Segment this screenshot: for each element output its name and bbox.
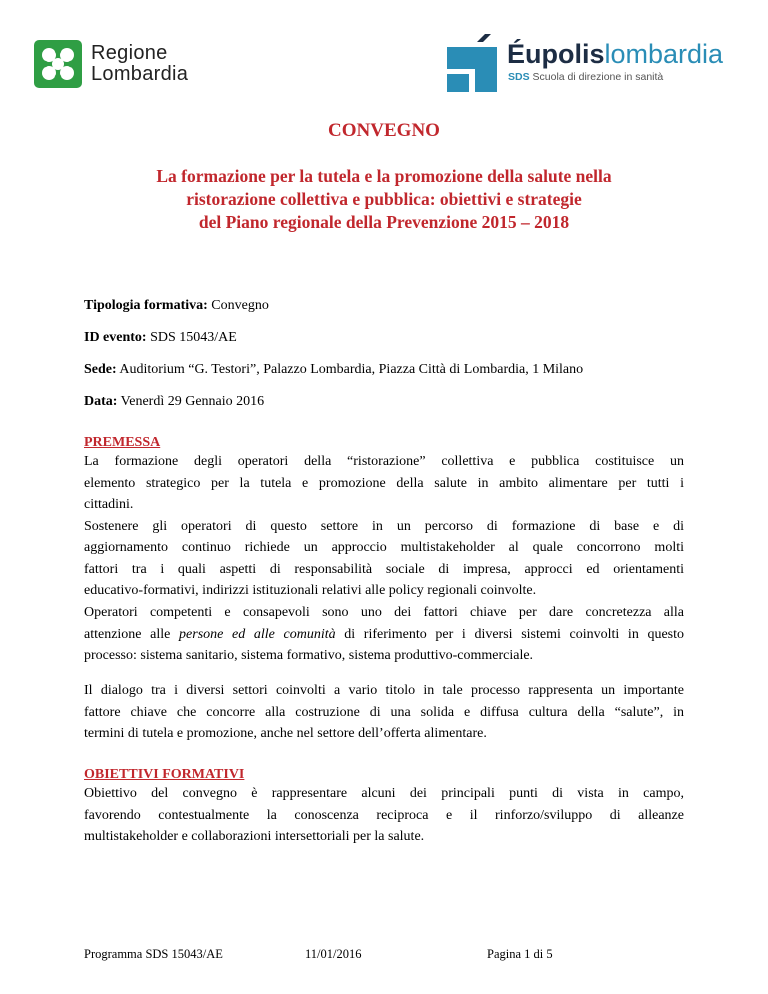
info-sede (84, 362, 583, 378)
obiettivi-paragraph-1 (84, 783, 684, 848)
info-value: Auditorium “G. Testori”, Palazzo Lombardia, Piazza Città di Lombardia, 1 Milano (116, 362, 584, 377)
info-tipologia (84, 298, 269, 314)
paragraph-line: aggiornamento continuo richiede un approccio multistakeholder al quale concorrono molti (84, 540, 684, 555)
premessa-paragraph-2 (84, 602, 684, 667)
info-label: Data: (84, 394, 118, 409)
page-subtitle (84, 165, 684, 234)
premessa-heading: PREMESSA (84, 435, 161, 450)
regione-lombardia-mark-icon (34, 40, 82, 88)
emphasis: persone ed alle comunità (179, 626, 336, 642)
regione-lombardia-logo (34, 40, 234, 92)
info-label: Sede: (84, 362, 117, 377)
eupolis-mark-icon (447, 34, 497, 92)
info-value: Venerdì 29 Gennaio 2016 (117, 394, 265, 409)
eupolis-tag-sds: SDS (508, 71, 530, 83)
footer-page-number: Pagina 1 di 5 (487, 947, 553, 961)
footer-program: Programma SDS 15043/AE (84, 947, 223, 961)
info-value: Convegno (207, 298, 269, 313)
paragraph-line: Operatori competenti e consapevoli sono uno dei fattori chiave per dare concretezza alla (84, 605, 684, 620)
paragraph-line: educativo-formativi, indirizzi istituzionali relativi alle policy regionali coinvolte. (84, 583, 537, 598)
eupolis-name-bold: Éupolis (507, 39, 605, 69)
info-label: ID evento: (84, 330, 147, 345)
paragraph-line: cittadini. (84, 497, 134, 512)
paragraph-line: favorendo contestualmente la conoscenza reciproca e il rinforzo/sviluppo di alleanze (84, 807, 684, 823)
paragraph-line: processo: sistema sanitario, sistema formativo, sistema produttivo-commerciale. (84, 648, 534, 663)
paragraph-line: multistakeholder e collaborazioni intersettoriali per la salute. (84, 829, 425, 844)
paragraph-line: elemento strategico per la tutela e promozione della salute in ambito alimentare per tutti i (84, 475, 684, 491)
eupolis-tag-text: Scuola di direzione in sanità (532, 71, 664, 83)
paragraph-line (84, 624, 684, 646)
line-part: attenzione alle (84, 626, 180, 642)
info-data (84, 394, 264, 410)
eupolis-name-light: lombardia (604, 39, 724, 69)
info-id-evento (84, 330, 237, 346)
page-title: CONVEGNO (328, 120, 440, 141)
info-value: SDS 15043/AE (146, 330, 237, 345)
paragraph-line: termini di tutela e promozione, anche nel settore dell’offerta alimentare. (84, 726, 487, 741)
paragraph-line: fattore chiave che concorre alla costruzione di una solida e diffusa cultura della “salute”, in (84, 704, 684, 720)
footer-date: 11/01/2016 (305, 947, 362, 961)
paragraph-line: Sostenere gli operatori di questo settore in un percorso di formazione di base e di (84, 518, 684, 534)
paragraph-line: fattori tra i quali aspetti di responsabilità sociale di impresa, approcci ed orientamenti (84, 561, 684, 577)
subtitle-line: del Piano regionale della Prevenzione 2015 – 2018 (198, 212, 570, 232)
info-label: Tipologia formativa: (84, 298, 208, 313)
regione-logo-line2: Lombardia (91, 63, 189, 85)
premessa-paragraph-1 (84, 451, 684, 602)
paragraph-line: Il dialogo tra i diversi settori coinvolti a vario titolo in tale processo rappresenta un importante (84, 683, 684, 698)
obiettivi-heading: OBIETTIVI FORMATIVI (84, 767, 245, 782)
regione-logo-line1: Regione (91, 42, 168, 64)
subtitle-line: La formazione per la tutela e la promozione della salute nella (156, 166, 612, 186)
premessa-paragraph-3 (84, 680, 684, 745)
line-part: di riferimento per i diversi sistemi coinvolti in questo (335, 626, 685, 642)
paragraph-line: La formazione degli operatori della “ristorazione” collettiva e pubblica costituisce un (84, 454, 684, 469)
paragraph-line: Obiettivo del convegno è rappresentare alcuni dei principali punti di vista in campo, (84, 786, 684, 801)
subtitle-line: ristorazione collettiva e pubblica: obiettivi e strategie (186, 189, 582, 209)
eupolis-lombardia-logo (447, 34, 724, 94)
